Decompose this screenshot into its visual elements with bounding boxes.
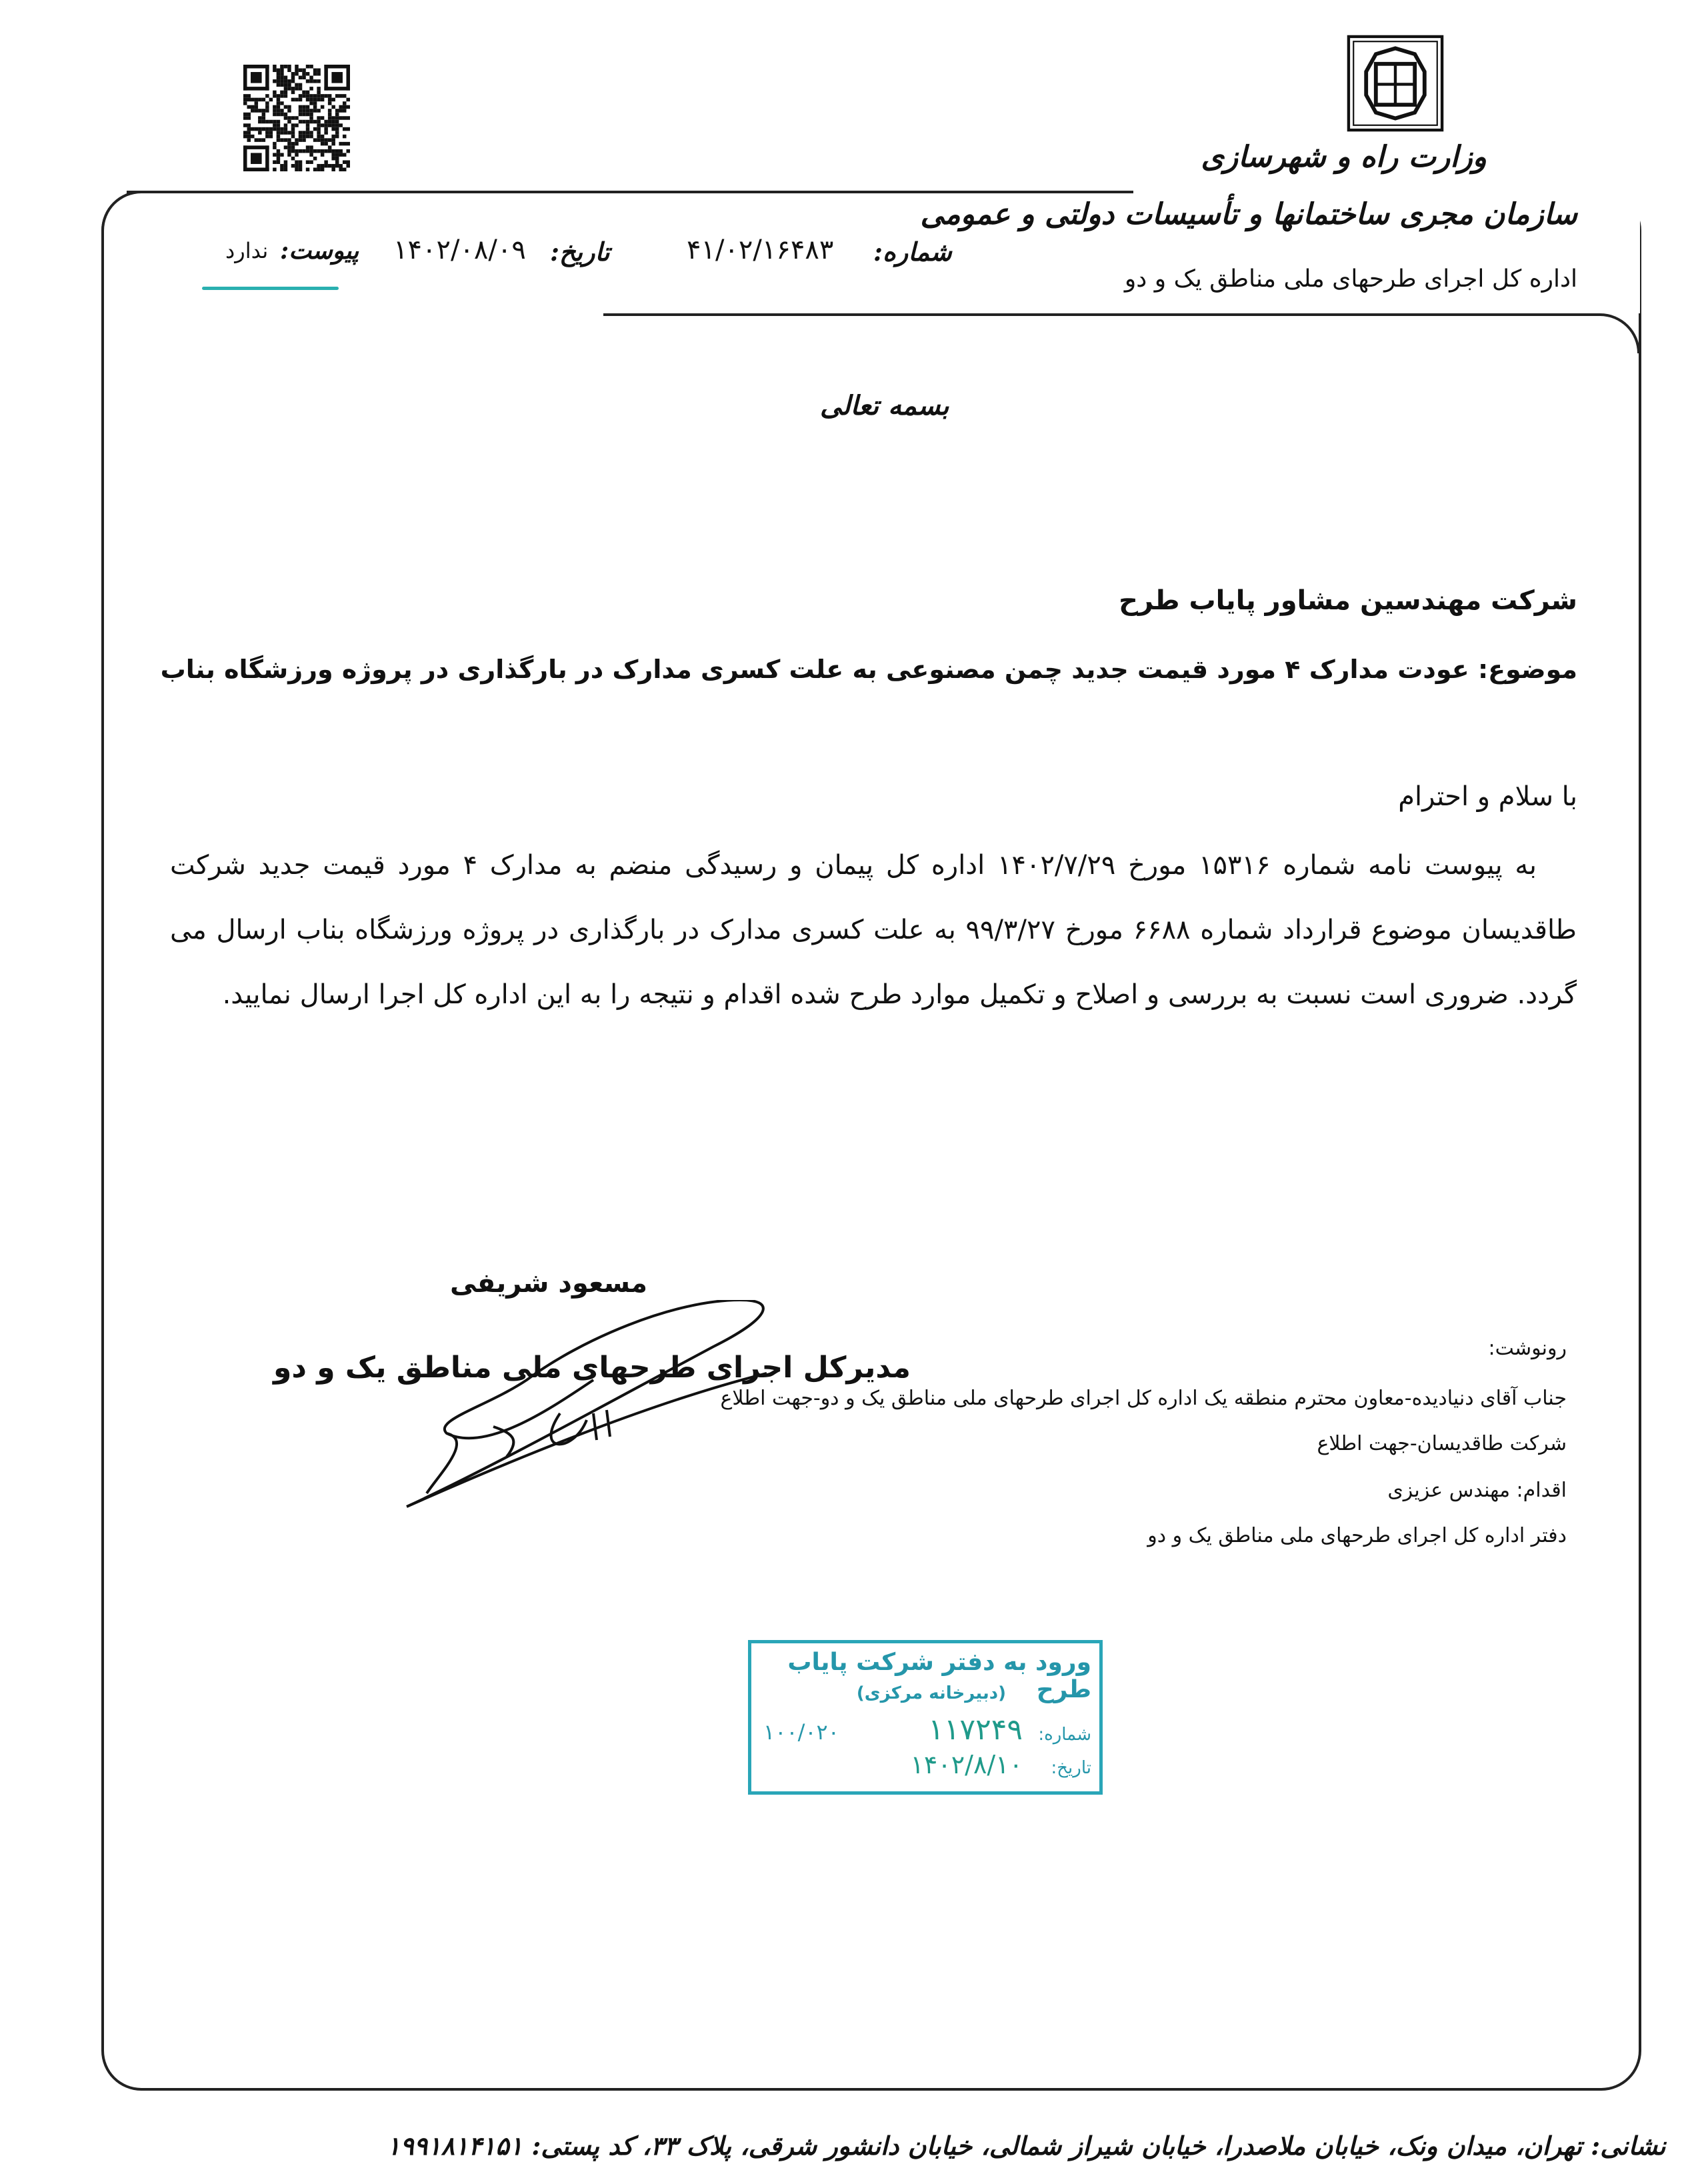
date-value: ۱۴۰۲/۰۸/۰۹ (393, 235, 526, 265)
ministry-logo-icon (1347, 35, 1444, 132)
copy-item: دفتر اداره کل اجرای طرحهای ملی مناطق یک و دو (1147, 1524, 1567, 1547)
number-label: شماره: (873, 237, 952, 267)
footer-address: نشانی: تهران، میدان ونک، خیابان ملاصدرا، خیابان شیراز شمالی، خیابان دانشور شرقی، پلاک ۳۳، کد پستی: ۱۹۹۱۸۱۴۱۵۱ (387, 2131, 1666, 2161)
stamp-date-label: تاریخ: (1051, 1758, 1091, 1778)
page-frame (101, 191, 1641, 2091)
signature-icon (393, 1300, 793, 1520)
signer-title: مدیرکل اجرای طرحهای ملی مناطق یک و دو (273, 1351, 911, 1385)
stamp-number-label: شماره: (1038, 1725, 1091, 1745)
attachment-label: پیوست: (280, 237, 359, 265)
copy-item: شرکت طاقدیسان-جهت اطلاع (1317, 1432, 1567, 1455)
department-name: اداره کل اجرای طرحهای ملی مناطق یک و دو (1124, 265, 1577, 293)
subject: موضوع: عودت مدارک ۴ مورد قیمت جدید چمن مصنوعی به علت کسری مدارک در بارگذاری در پروژه ورزشگاه بناب (160, 655, 1577, 684)
number-value: ۴۱/۰۲/۱۶۴۸۳ (687, 235, 834, 265)
frame-top-right-line (603, 313, 1640, 353)
frame-corner (101, 191, 181, 244)
invocation: بسمه تعالی (820, 390, 949, 421)
ministry-name: وزارت راه و شهرسازی (1201, 140, 1487, 174)
teal-underline (202, 287, 339, 290)
letter-body: به پیوست نامه شماره ۱۵۳۱۶ مورخ ۱۴۰۲/۷/۲۹ اداره کل پیمان و رسیدگی منضم به مدارک ۴ مورد قیمت جدید شرکت طاقدیسان موضوع قرارداد شماره ۶۶۸۸ مورخ ۹۹/۳/۲۷ به علت کسری مدارک در بارگذاری در پروژه ورزشگاه بناب ارسال می گردد. ضروری است نسبت به بررسی و اصلاح و تکمیل موارد طرح شده اقدام و نتیجه را به این اداره کل اجرا ارسال نمایید. (170, 850, 1577, 1010)
frame-top-line (127, 191, 1133, 193)
signer-name: مسعود شریفی (450, 1268, 648, 1299)
attachment-value: ندارد (225, 238, 269, 263)
recipient: شرکت مهندسین مشاور پایاب طرح (1119, 585, 1577, 616)
receipt-stamp (748, 1640, 1103, 1795)
stamp-title: ورود به دفتر شرکت پایاب طرح (787, 1649, 1091, 1703)
date-label: تاریخ: (550, 237, 610, 267)
stamp-subtitle: (دبیرخانه مرکزی) (856, 1683, 1006, 1703)
stamp-date-value: ۱۴۰۲/۸/۱۰ (910, 1750, 1023, 1779)
copy-item: جناب آقای دنیادیده-معاون محترم منطقه یک اداره کل اجرای طرحهای ملی مناطق یک و دو-جهت اطلاع (720, 1387, 1567, 1410)
copy-item: اقدام: مهندس عزیزی (1387, 1479, 1567, 1502)
stamp-number-value: ۱۱۷۲۴۹ (928, 1713, 1023, 1747)
organization-name: سازمان مجری ساختمانها و تأسیسات دولتی و عمومی (920, 197, 1577, 231)
greeting: با سلام و احترام (1398, 781, 1577, 812)
copies-label: رونوشت: (1488, 1337, 1567, 1360)
qr-code-icon (243, 63, 350, 173)
stamp-number-suffix: ۱۰۰/۰۲۰ (763, 1719, 839, 1745)
